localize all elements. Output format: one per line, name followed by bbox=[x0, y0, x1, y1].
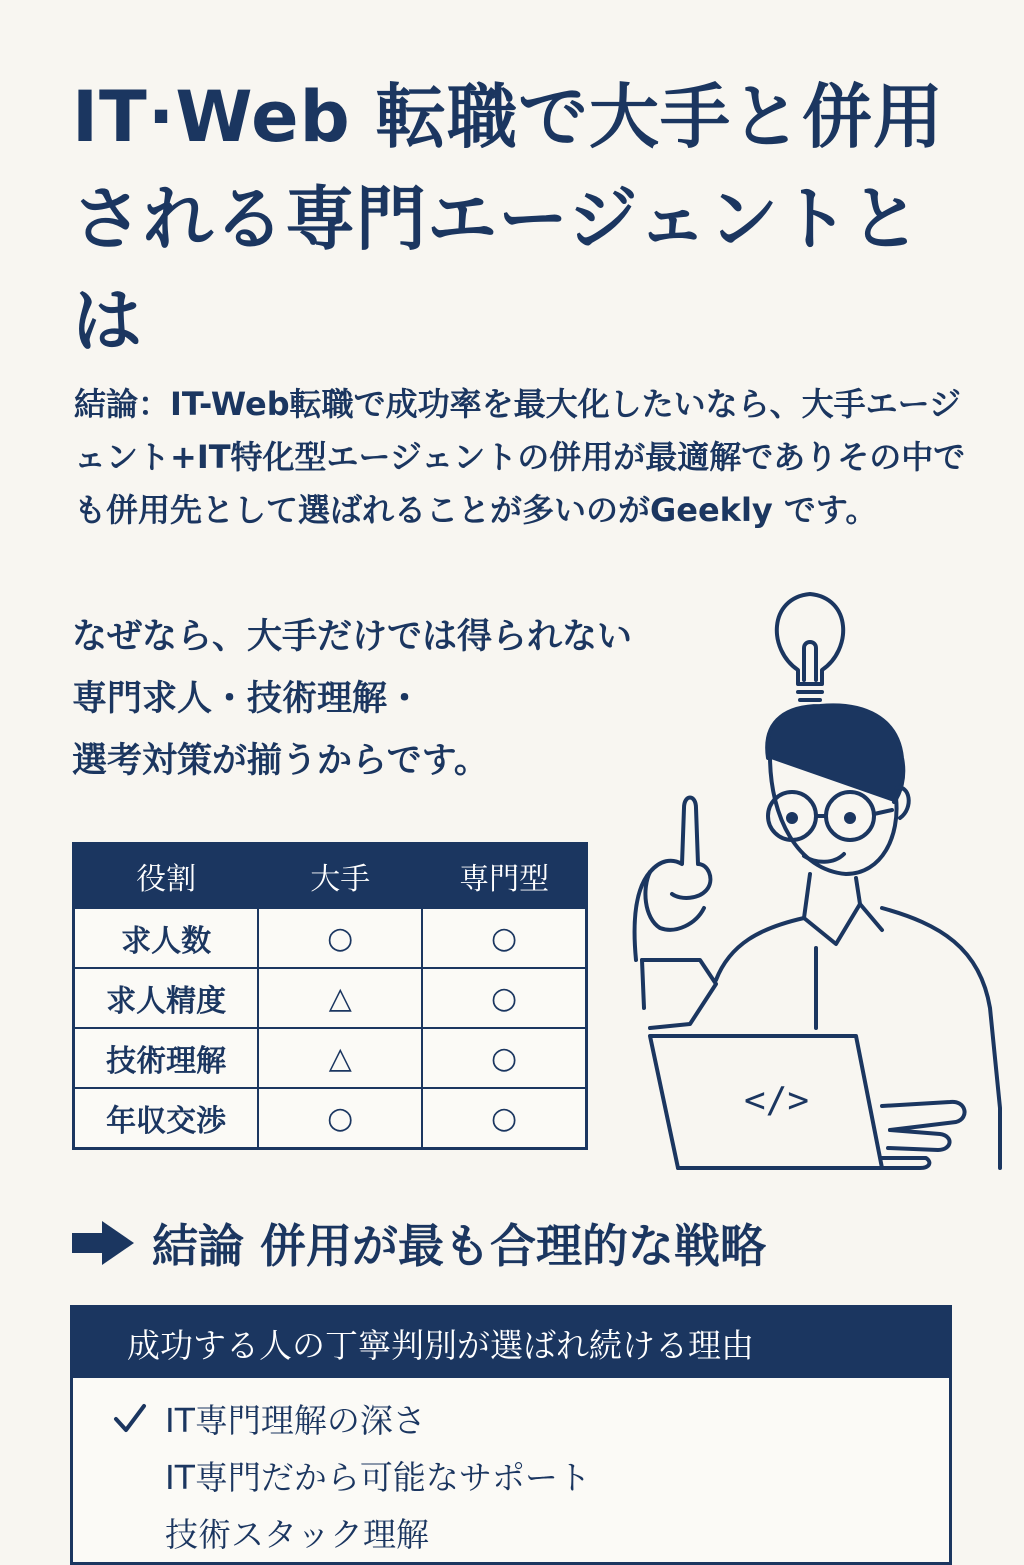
reason-line-3: 選考対策が揃うからです。 bbox=[72, 741, 489, 781]
reasons-box-header: 成功する人の丁寧判別が選ばれ続ける理由 bbox=[73, 1308, 949, 1378]
list-item bbox=[73, 1449, 949, 1506]
header-role: 役割 bbox=[74, 844, 259, 909]
lightbulb-icon bbox=[777, 594, 843, 700]
major-mark: ○ bbox=[258, 1088, 422, 1149]
lead-paragraph: 結論：IT-Web転職で成功率を最大化したいなら、大手エージェント+IT特化型エージェントの併用が最適解でありその中でも併用先として選ばれることが多いのがGeekly です。 bbox=[74, 385, 966, 529]
major-mark: △ bbox=[258, 1028, 422, 1088]
comparison-table bbox=[72, 842, 588, 1150]
row-label: 年収交渉 bbox=[74, 1088, 259, 1149]
list-item bbox=[73, 1392, 949, 1449]
conclusion-heading bbox=[72, 1208, 766, 1278]
major-mark: △ bbox=[258, 968, 422, 1028]
specialist-mark: ○ bbox=[422, 968, 586, 1028]
arrow-right-icon bbox=[72, 1221, 136, 1265]
specialist-mark: ○ bbox=[422, 1088, 586, 1149]
specialist-mark: ○ bbox=[422, 908, 586, 968]
list-item-label: IT専門だから可能なサポート bbox=[165, 1458, 591, 1497]
major-mark: ○ bbox=[258, 908, 422, 968]
list-item-label: IT専門理解の深さ bbox=[165, 1401, 426, 1440]
conclusion-text: 結論 併用が最も合理的な戦略 bbox=[152, 1219, 767, 1273]
specialist-mark: ○ bbox=[422, 1028, 586, 1088]
row-label: 技術理解 bbox=[74, 1028, 259, 1088]
header-specialist: 専門型 bbox=[422, 844, 586, 909]
table-row bbox=[74, 908, 587, 968]
list-item bbox=[73, 1506, 949, 1563]
header-major: 大手 bbox=[258, 844, 422, 909]
page-title: IT·Web 転職で大手と併用される専門エージェントとは bbox=[72, 76, 945, 362]
checkmark-icon bbox=[113, 1402, 147, 1434]
table-row bbox=[74, 1088, 587, 1149]
laptop-code-symbol: </> bbox=[744, 1080, 810, 1121]
reasons-list bbox=[73, 1378, 949, 1563]
table-header-row bbox=[74, 844, 587, 909]
list-item-label: 技術スタック理解 bbox=[165, 1515, 429, 1554]
reason-line-2: 専門求人・技術理解・ bbox=[72, 679, 423, 719]
row-label: 求人数 bbox=[74, 908, 259, 968]
table-row bbox=[74, 968, 587, 1028]
table-row bbox=[74, 1028, 587, 1088]
reason-line-1: なぜなら、大手だけでは得られない bbox=[72, 617, 633, 657]
row-label: 求人精度 bbox=[74, 968, 259, 1028]
person-illustration bbox=[620, 588, 1020, 1178]
reasons-box bbox=[70, 1305, 952, 1565]
